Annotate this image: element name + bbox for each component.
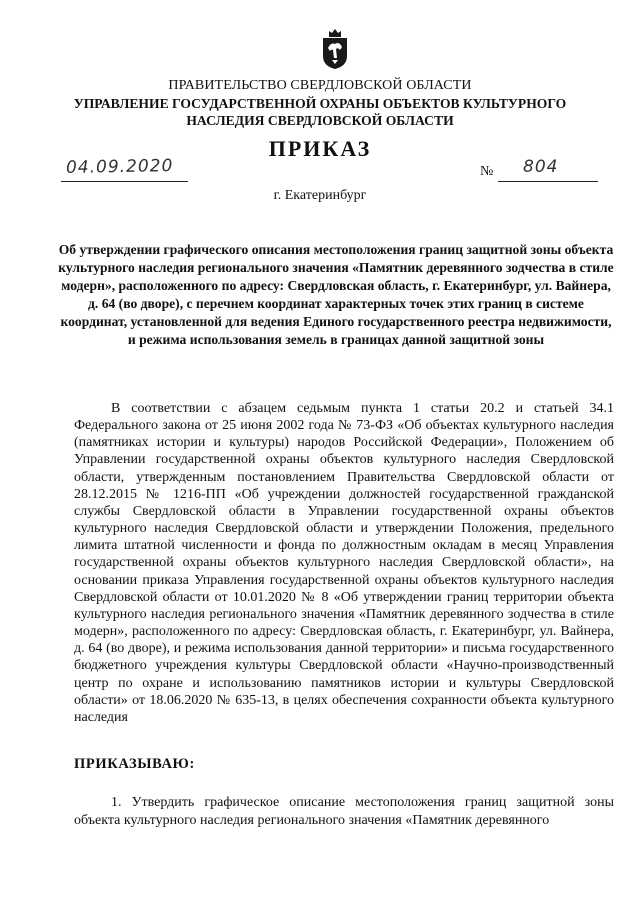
- document-type: ПРИКАЗ: [268, 136, 372, 161]
- date-underline: [61, 181, 188, 182]
- order-item-1: 1. Утвердить графическое описание местоположения границ защитной зоны объекта культурного наследия регионального значения «Памятник деревянного: [74, 795, 614, 828]
- preamble-paragraph: В соответствии с абзацем седьмым пункта 1 статьи 20.2 и статьей 34.1 Федерального закона от 25 июня 2002 года № 73-ФЗ «Об объектах культурного наследия (памятниках истории и культуры) народов Российской Федерации», Положением об Управлении государственной охраны объектов культурного наследия Свердловской области, утвержденным постановлением Правительства Свердловской области от 28.12.2015 № 1216-ПП «Об учреждении должностей государственной гражданской службы Свердловской области в Управлении государственной охраны объектов культурного наследия Свердловской области и утверждении Положения, предельного лимита штатной численности и фонда по должностным окладам в месяц Управления государственной охраны объектов культурного наследия Свердловской области», на основании приказа Управления государственной охраны объектов культурного наследия Свердловской области от 10.01.2020 № 8 «Об утверждении границ территории объекта культурного наследия регионального значения «Памятник деревянного зодчества в стиле модерн», расположенного по адресу: Свердловская область, г. Екатеринбург, ул. Вайнера, д. 64 (во дворе), и режима использования данной территории» и письма государственного бюджетного учреждения культуры Свердловской области «Научно-производственный центр по охране и использованию памятников истории и культуры Свердловской области» от 18.06.2020 № 635-13, в целях обеспечения сохранности объекта культурного наследия: [74, 401, 614, 725]
- order-word: ПРИКАЗЫВАЮ:: [74, 756, 195, 772]
- city: г. Екатеринбург: [273, 188, 367, 203]
- government-name: ПРАВИТЕЛЬСТВО СВЕРДЛОВСКОЙ ОБЛАСТИ: [168, 78, 472, 93]
- number-label: №: [480, 164, 494, 179]
- handwritten-date: 04.09.2020: [65, 156, 174, 178]
- number-underline: [498, 181, 598, 182]
- handwritten-number: 804: [523, 157, 559, 177]
- subject-heading: Об утверждении графического описания местоположения границ защитной зоны объекта культурного наследия регионального значения «Памятник деревянного зодчества в стиле модерн», расположенного по адресу: Свердловская область, г. Екатеринбург, ул. Вайнера, д. 64 (во дворе), с перечнем координат характерных точек этих границ в системе координат, установленной для ведения Единого государственного реестра недвижимости, и режима использования земель в границах данной защитной зоны: [58, 242, 614, 347]
- sverdlovsk-coat-of-arms-icon: [320, 28, 350, 70]
- department-name: УПРАВЛЕНИЕ ГОСУДАРСТВЕННОЙ ОХРАНЫ ОБЪЕКТОВ КУЛЬТУРНОГО НАСЛЕДИЯ СВЕРДЛОВСКОЙ ОБЛАСТИ: [73, 96, 567, 128]
